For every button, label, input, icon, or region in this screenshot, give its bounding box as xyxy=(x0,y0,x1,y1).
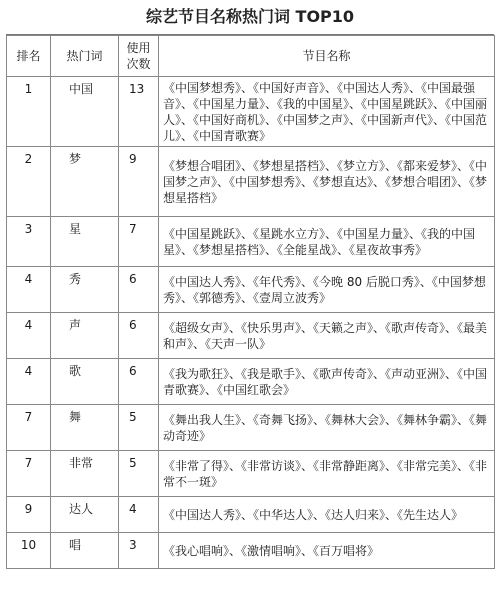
table-row xyxy=(7,77,495,147)
word-cell: 中国 xyxy=(51,77,119,147)
count-cell: 13 xyxy=(119,77,159,147)
count-cell: 5 xyxy=(119,405,159,451)
names-cell: 《梦想合唱团》、《梦想星搭档》、《梦立方》、《都来爱梦》、《中国梦之声》、《中国梦想秀》、《梦想直达》、《梦想合唱团》、《梦想星搭档》 xyxy=(159,147,495,217)
names-cell: 《我为歌狂》、《我是歌手》、《歌声传奇》、《声动亚洲》、《中国青歌赛》、《中国红歌会》 xyxy=(159,359,495,405)
rank-cell: 4 xyxy=(7,359,51,405)
page-title: 综艺节目名称热门词 TOP10 xyxy=(6,0,494,35)
names-cell: 《中国达人秀》、《年代秀》、《今晚 80 后脱口秀》、《中国梦想秀》、《郭德秀》、《壹周立波秀》 xyxy=(159,267,495,313)
names-cell: 《非常了得》、《非常访谈》、《非常静距离》、《非常完美》、《非常不一斑》 xyxy=(159,451,495,497)
word-cell: 舞 xyxy=(51,405,119,451)
rank-cell: 4 xyxy=(7,313,51,359)
word-cell: 非常 xyxy=(51,451,119,497)
table-row xyxy=(7,147,495,217)
count-cell: 7 xyxy=(119,217,159,267)
rank-cell: 9 xyxy=(7,497,51,533)
header-count: 使用次数 xyxy=(119,36,159,77)
table-row xyxy=(7,405,495,451)
word-cell: 秀 xyxy=(51,267,119,313)
table-row xyxy=(7,533,495,569)
rank-cell: 2 xyxy=(7,147,51,217)
names-cell: 《中国梦想秀》、《中国好声音》、《中国达人秀》、《中国最强音》、《中国星力量》、《我的中国星》、《中国星跳跃》、《中国丽人》、《中国好商机》、《中国梦之声》、《中国新声代》、《中国范儿》、《中国青歌赛》 xyxy=(159,77,495,147)
names-cell: 《超级女声》、《快乐男声》、《天籁之声》、《歌声传奇》、《最美和声》、《天声一队》 xyxy=(159,313,495,359)
header-word: 热门词 xyxy=(51,36,119,77)
count-cell: 9 xyxy=(119,147,159,217)
word-cell: 声 xyxy=(51,313,119,359)
rank-cell: 7 xyxy=(7,405,51,451)
names-cell: 《舞出我人生》、《奇舞飞扬》、《舞林大会》、《舞林争霸》、《舞动奇迹》 xyxy=(159,405,495,451)
table-row xyxy=(7,313,495,359)
table-row xyxy=(7,359,495,405)
count-cell: 6 xyxy=(119,359,159,405)
table-row xyxy=(7,497,495,533)
count-cell: 3 xyxy=(119,533,159,569)
word-cell: 梦 xyxy=(51,147,119,217)
header-rank: 排名 xyxy=(7,36,51,77)
table-row xyxy=(7,451,495,497)
count-cell: 5 xyxy=(119,451,159,497)
table-header-row xyxy=(7,36,495,77)
word-cell: 达人 xyxy=(51,497,119,533)
table-row xyxy=(7,217,495,267)
rank-cell: 10 xyxy=(7,533,51,569)
rank-cell: 3 xyxy=(7,217,51,267)
names-cell: 《中国达人秀》、《中华达人》、《达人归来》、《先生达人》 xyxy=(159,497,495,533)
header-names: 节目名称 xyxy=(159,36,495,77)
word-cell: 歌 xyxy=(51,359,119,405)
rank-cell: 1 xyxy=(7,77,51,147)
names-cell: 《中国星跳跃》、《星跳水立方》、《中国星力量》、《我的中国星》、《梦想星搭档》、《全能星战》、《星夜故事秀》 xyxy=(159,217,495,267)
word-cell: 星 xyxy=(51,217,119,267)
hot-words-table xyxy=(6,35,495,569)
word-cell: 唱 xyxy=(51,533,119,569)
count-cell: 6 xyxy=(119,313,159,359)
rank-cell: 4 xyxy=(7,267,51,313)
count-cell: 4 xyxy=(119,497,159,533)
rank-cell: 7 xyxy=(7,451,51,497)
table-row xyxy=(7,267,495,313)
names-cell: 《我心唱响》、《激情唱响》、《百万唱将》 xyxy=(159,533,495,569)
count-cell: 6 xyxy=(119,267,159,313)
